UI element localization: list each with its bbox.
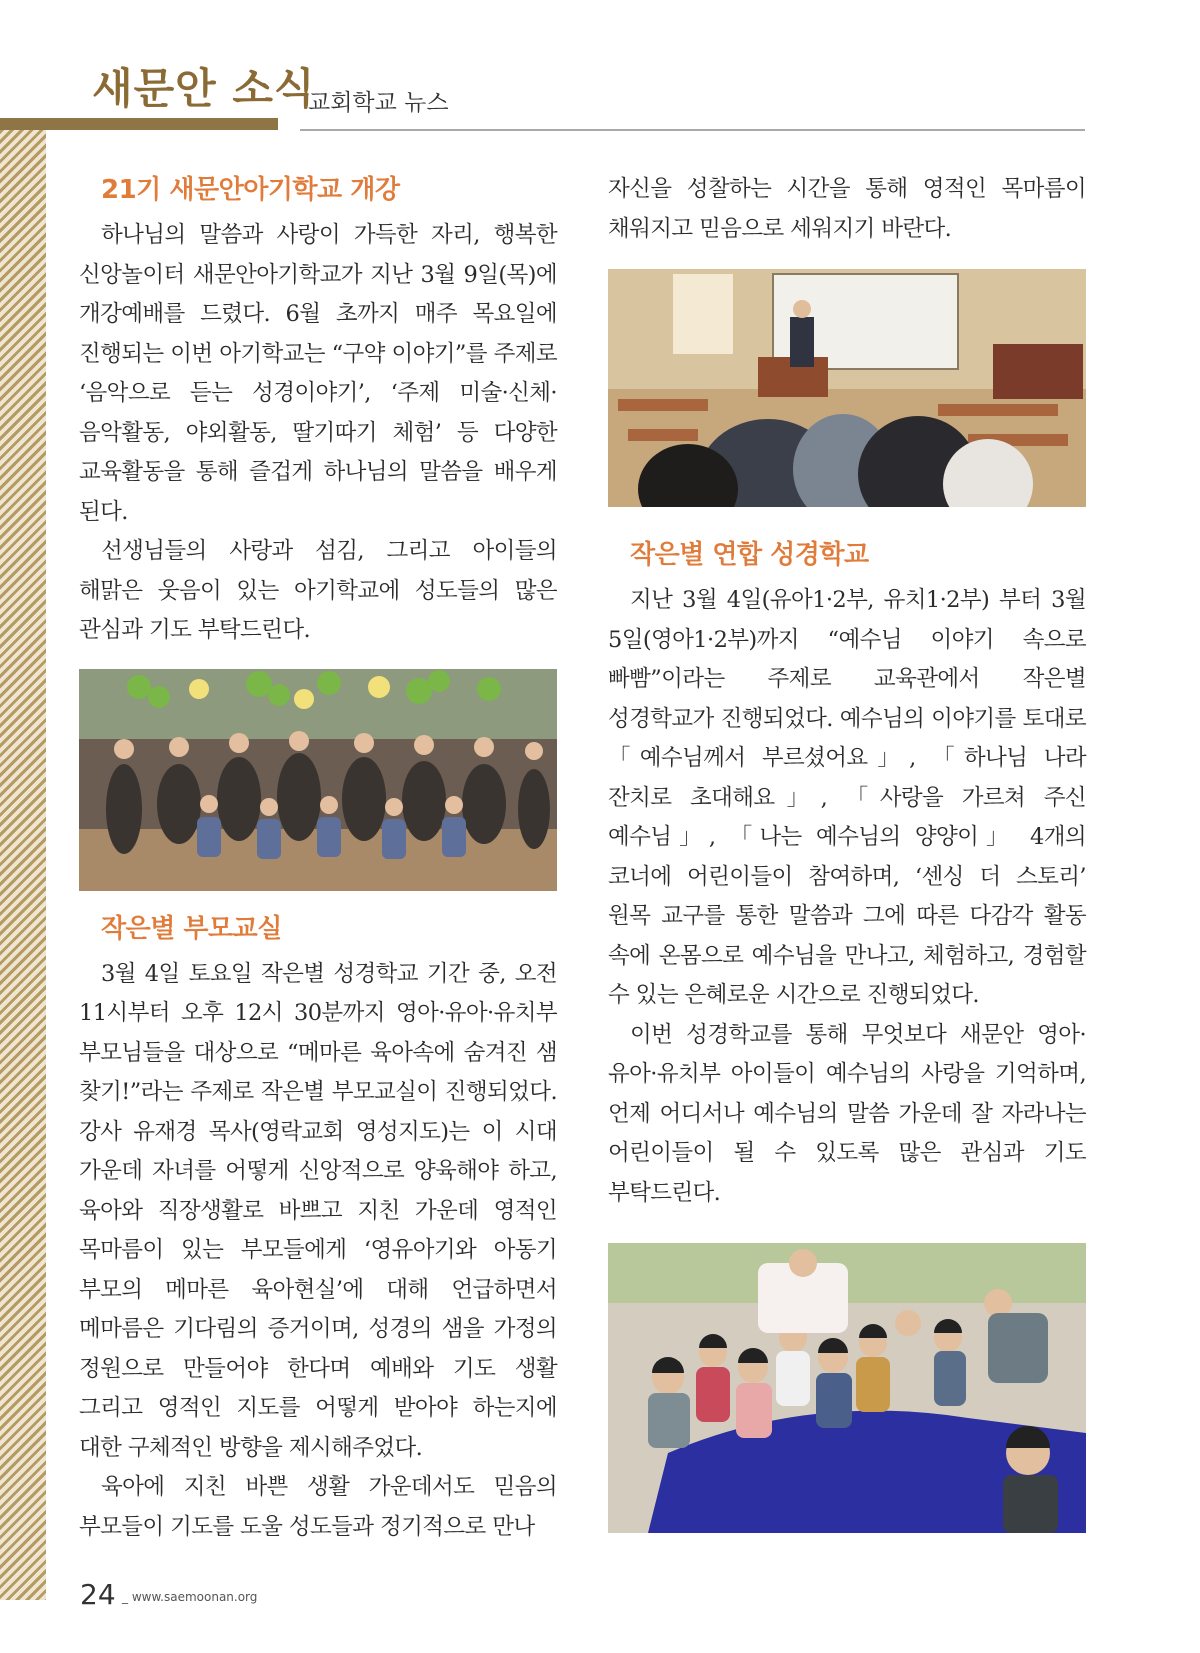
article-title: 작은별 연합 성경학교 (630, 540, 869, 570)
article-paragraph: 이번 성경학교를 통해 무엇보다 새문안 영아·유아·유치부 아이들이 예수님의 사랑을 기억하며, 언제 어디서나 예수님의 말씀 가운데 잘 자라나는 어린이들이 될 수 있도록 많은 관심과 기도 부탁드린다. (608, 1021, 1086, 1206)
group-photo-illustration (79, 669, 557, 891)
article-paragraph: 육아에 지친 바쁜 생활 가운데서도 믿음의 부모들이 기도를 도울 성도들과 정기적으로 만나 (79, 1474, 557, 1540)
article-paragraph: 지난 3월 4일(유아1·2부, 유치1·2부) 부터 3월 5일(영아1·2부)까지 “예수님 이야기 속으로 빠빰”이라는 주제로 교육관에서 작은별 성경학교가 진행되었다. 예수님의 이야기를 토대로 「예수님께서 부르셨어요」, 「하나님 나라 잔치로 초대해요」, 「사랑을 가르쳐 주신 예수님」, 「나는 예수님의 양양이」 4개의 코너에 어린이들이 참여하며, ‘센싱 더 스토리’ 원목 교구를 통한 말씀과 그에 따른 다감각 활동 속에 온몸으로 예수님을 만나고, 체험하고, 경험할 수 있는 은혜로운 시간으로 진행되었다. (608, 587, 1086, 1008)
activity-photo-illustration (608, 1243, 1086, 1533)
left-column (79, 170, 557, 1547)
article-joint-bible-school (608, 535, 1086, 1213)
photo-bible-school-activity (608, 1243, 1086, 1533)
lecture-photo-illustration (608, 269, 1086, 507)
article-paragraph: 선생님들의 사랑과 섬김, 그리고 아이들의 해맑은 웃음이 있는 아기학교에 성도들의 많은 관심과 기도 부탁드린다. (79, 538, 557, 643)
section-subtitle: 교회학교 뉴스 (308, 90, 449, 116)
footer-url: _ www.saemoonan.org (122, 1590, 258, 1604)
photo-parent-class (608, 269, 1086, 507)
article-paragraph: 하나님의 말씀과 사랑이 가득한 자리, 행복한 신앙놀이터 새문안아기학교가 지난 3월 9일(목)에 개강예배를 드렸다. 6월 초까지 매주 목요일에 진행되는 이번 아기학교는 “구약 이야기”를 주제로 ‘음악으로 듣는 성경이야기’, ‘주제 미술·신체·음악활동, 야외활동, 딸기따기 체험’ 등 다양한 교육활동을 통해 즐겁게 하나님의 말씀을 배우게 된다. (79, 222, 557, 525)
header-accent-bar (0, 118, 278, 130)
article-parent-class (79, 909, 557, 1548)
right-column (608, 170, 1086, 1533)
photo-baby-school-group (79, 669, 557, 891)
article-continuation: 자신을 성찰하는 시간을 통해 영적인 목마름이 채워지고 믿음으로 세워지기 바란다. (608, 176, 1086, 242)
article-title: 작은별 부모교실 (101, 913, 282, 944)
header-rule (300, 129, 1085, 131)
section-title: 새문안 소식 (92, 64, 316, 113)
page-number: 24 (80, 1578, 116, 1611)
article-baby-school (79, 170, 557, 651)
article-title: 21기 새문안아기학교 개강 (101, 175, 400, 205)
article-paragraph: 3월 4일 토요일 작은별 성경학교 기간 중, 오전 11시부터 오후 12시 30분까지 영아·유아·유치부 부모님들을 대상으로 “메마른 육아속에 숨겨진 샘 찾기!”라는 주제로 작은별 부모교실이 진행되었다. 강사 유재경 목사(영락교회 영성지도)는 이 시대 가운데 자녀를 어떻게 신앙적으로 양육해야 하고, 육아와 직장생활로 바쁘고 지친 가운데 영적인 목마름이 있는 부모들에게 ‘영유아기와 아동기 부모의 메마른 육아현실’에 대해 언급하면서 메마름은 기다림의 증거이며, 성경의 샘을 가정의 정원으로 만들어야 한다며 예배와 기도 생활 그리고 영적인 지도를 어떻게 받아야 하는지에 대한 구체적인 방향을 제시해주었다. (79, 960, 557, 1461)
decorative-stripe (0, 130, 46, 1600)
